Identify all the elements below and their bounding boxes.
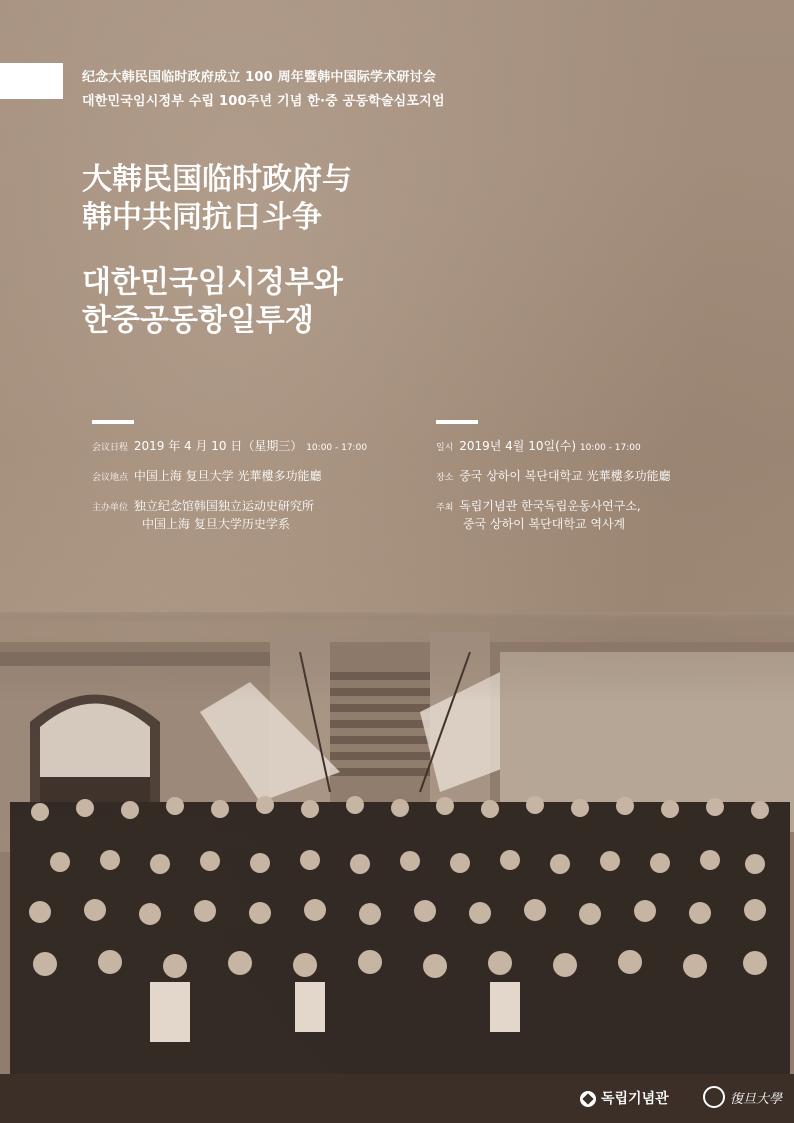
independence-hall-logo-text: 독립기념관 [601, 1091, 669, 1107]
title-chinese-line-1: 大韩民国临时政府与 [82, 162, 352, 197]
info-cn-date-value: 2019 年 4 月 10 日（星期三） [133, 439, 303, 453]
info-cn-date-time: 10:00 - 17:00 [306, 443, 368, 453]
historical-group-photo [0, 612, 794, 1074]
title-korean-line-1: 대한민국임시정부와 [82, 265, 343, 300]
independence-hall-logo [580, 1088, 669, 1108]
info-cn-venue [92, 467, 321, 484]
title-korean-line-2: 한중공동항일투쟁 [82, 303, 314, 338]
info-kr-date-value: 2019년 4월 10일(수) [459, 439, 577, 453]
info-kr-venue-label: 장소 [436, 473, 454, 483]
fudan-university-logo [703, 1084, 783, 1112]
info-kr-date-time: 10:00 - 17:00 [579, 443, 641, 453]
white-tab-decoration [0, 63, 63, 99]
info-kr-date-label: 일시 [436, 443, 454, 453]
info-cn-host-line-1: 独立纪念馆韩国独立运动史研究所 [133, 499, 314, 513]
info-cn-date-label: 会议日程 [92, 443, 129, 453]
title-chinese-line-2: 韩中共同抗日斗争 [82, 200, 322, 235]
fudan-seal-icon [703, 1086, 725, 1108]
info-kr-date [436, 437, 641, 454]
info-kr-host-line-1: 독립기념관 한국독립운동사연구소, [459, 499, 641, 513]
subtitle-korean: 대한민국임시정부 수립 100주년 기념 한·중 공동학술심포지엄 [82, 94, 445, 109]
divider-left [92, 420, 134, 424]
info-kr-host [436, 497, 641, 514]
info-cn-host [92, 497, 314, 514]
subtitle-chinese: 纪念大韩民国临时政府成立 100 周年暨韩中国际学术研讨会 [82, 70, 436, 85]
fudan-logo-text: 復旦大學 [730, 1092, 783, 1107]
info-cn-date [92, 437, 367, 454]
info-cn-venue-value: 中国上海 复旦大学 光華樓多功能廳 [133, 469, 322, 483]
info-cn-host-label: 主办单位 [92, 503, 129, 513]
info-cn-host-line-2: 中国上海 复旦大学历史学系 [142, 517, 290, 531]
divider-right [436, 420, 478, 424]
info-kr-venue [436, 467, 671, 484]
info-kr-host-line-2: 중국 상하이 복단대학교 역사계 [463, 517, 626, 531]
info-cn-venue-label: 会议地点 [92, 473, 129, 483]
footer-bar [0, 1074, 794, 1123]
info-kr-host-label: 주최 [436, 503, 454, 513]
info-kr-venue-value: 중국 상하이 복단대학교 光華樓多功能廳 [459, 469, 671, 483]
independence-hall-mark-icon [580, 1091, 596, 1107]
